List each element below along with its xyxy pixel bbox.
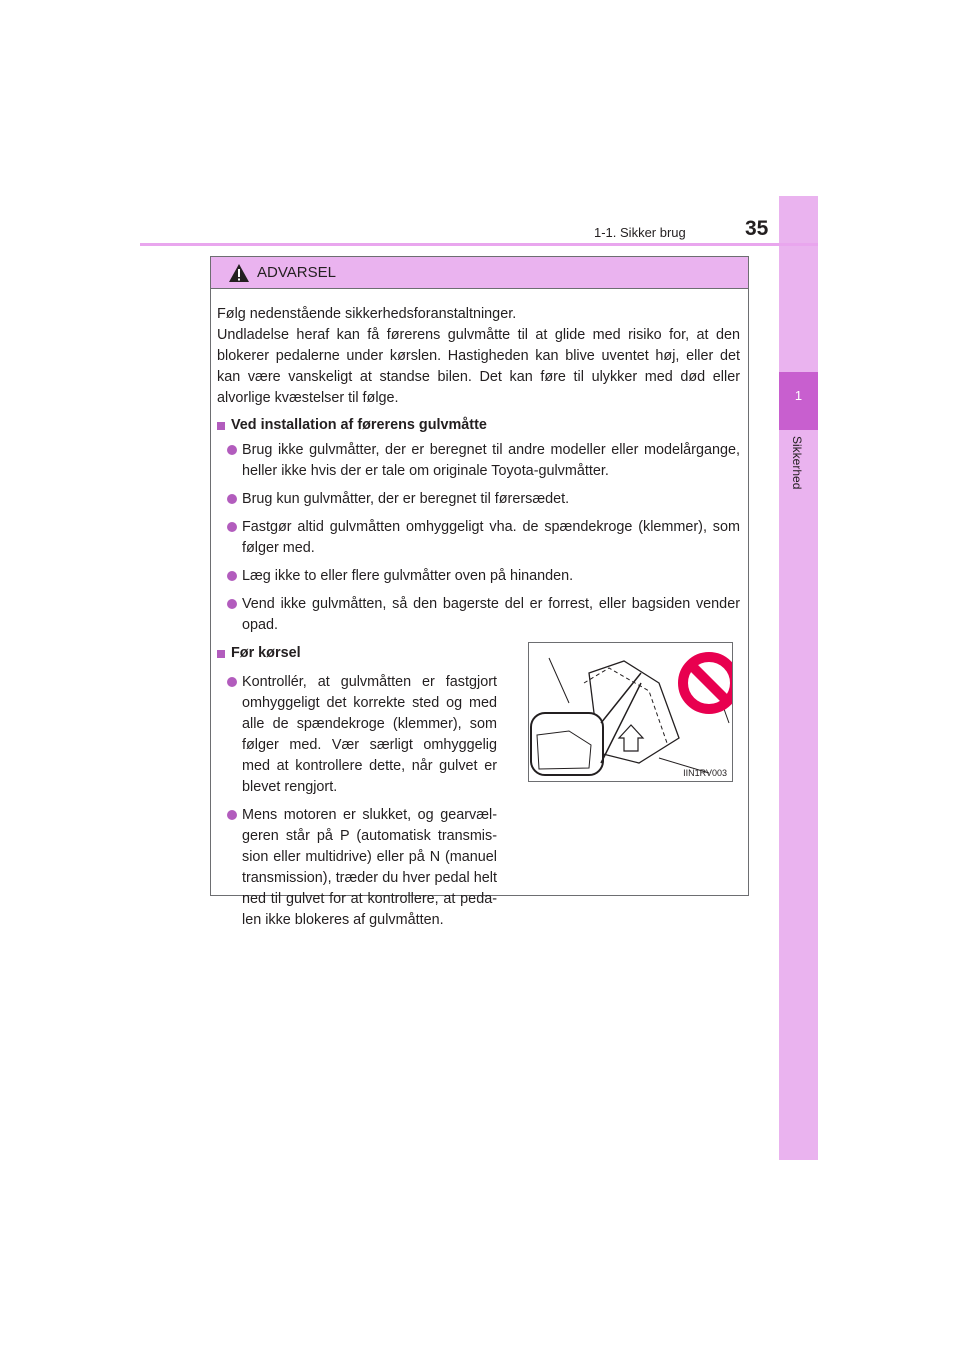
list-item: Brug ikke gulvmåtter, der er beregnet til andre modeller eller modelårgange, heller ikke hvis der er tale om originale Toyota-gulvmåtter. xyxy=(217,440,740,482)
square-bullet-icon xyxy=(217,422,225,430)
chapter-number: 1 xyxy=(794,388,803,403)
floor-mat-drawing xyxy=(529,643,732,781)
section-heading-text: Før kørsel xyxy=(231,645,301,661)
intro-first-line: Følg nedenstående sikkerhedsforanstaltninger. xyxy=(217,306,517,322)
list-item: Læg ikke to eller flere gulvmåtter oven på hinanden. xyxy=(217,566,740,587)
warning-box xyxy=(210,256,749,928)
bullet-icon xyxy=(227,445,237,455)
floor-mat-illustration xyxy=(528,642,733,782)
list-item: Vend ikke gulvmåtten, så den bagerste del er forrest, eller bagsiden vender opad. xyxy=(217,594,740,636)
intro-text: Undladelse heraf kan få førerens gulvmåtte til at glide med risiko for, at den blokerer pedalerne under kørslen. Hastigheden kan blive uventet høj, eller det kan være vanskeligt at standse bilen. Det kan føre til ulykker med død eller alvorlige kvæstelser til følge. xyxy=(217,327,740,406)
bullet-icon xyxy=(227,810,237,820)
figure-code: IIN1RV003 xyxy=(683,768,727,778)
warning-title: ADVARSEL xyxy=(257,264,336,281)
section-heading-installation xyxy=(217,415,740,436)
warning-triangle-icon xyxy=(228,263,250,283)
page-number: 35 xyxy=(745,217,769,240)
bullet-icon xyxy=(227,494,237,504)
warning-header xyxy=(211,257,748,289)
header-rule xyxy=(140,243,818,246)
section-title: 1-1. Sikker brug xyxy=(594,225,686,240)
before-driving-text xyxy=(217,672,497,938)
bullet-icon xyxy=(227,522,237,532)
warning-body xyxy=(211,289,748,938)
bullet-icon xyxy=(227,571,237,581)
warning-intro xyxy=(217,304,740,409)
chapter-side-tab xyxy=(779,196,818,1160)
list-item: Fastgør altid gulvmåtten omhyggeligt vha. de spændekroge (klemmer), som følger med. xyxy=(217,517,740,559)
bullet-icon xyxy=(227,599,237,609)
list-item: Kontrollér, at gulvmåtten er fastgjort omhyggeligt det korrekte sted og med alle de spændekroge (klemmer), som følger med. Vær særligt omhyggelig med at kontrollere dette, når gulvet er blevet rengjort. xyxy=(217,672,497,798)
bullet-icon xyxy=(227,677,237,687)
list-item: Mens motoren er slukket, og gearvæl-geren står på P (automatisk transmis-sion eller multidrive) eller på N (manuel transmission), træder du hver pedal helt ned til gulvet for at kontrollere, at peda-len ikke blokeres af gulvmåtten. xyxy=(217,805,497,931)
chapter-label: Sikkerhed xyxy=(790,436,804,490)
list-item: Brug kun gulvmåtter, der er beregnet til førersædet. xyxy=(217,489,740,510)
section-heading-text: Ved installation af førerens gulvmåtte xyxy=(231,417,487,433)
square-bullet-icon xyxy=(217,650,225,658)
